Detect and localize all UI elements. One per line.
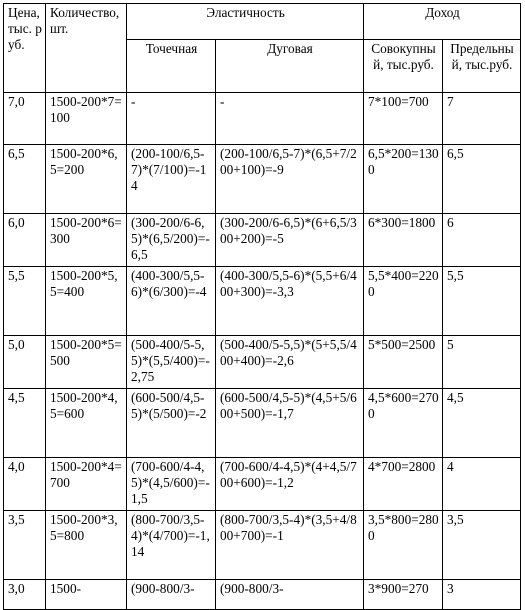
cell-arc: - — [216, 93, 364, 145]
header-total: Совокупный, тыс.руб. — [364, 40, 443, 93]
cell-quantity: 1500-200*5=500 — [46, 336, 127, 389]
table-row — [4, 458, 521, 511]
cell-arc: (800-700/3,5-4)*(3,5+4/800+700)=-1 — [216, 511, 364, 580]
cell-total: 6,5*200=1300 — [364, 145, 443, 214]
header-row-1 — [4, 4, 521, 40]
cell-quantity: 1500-200*4,5=600 — [46, 389, 127, 458]
cell-total: 6*300=1800 — [364, 214, 443, 267]
header-income: Доход — [364, 4, 521, 40]
cell-quantity: 1500-200*3,5=800 — [46, 511, 127, 580]
cell-marginal: 4,5 — [443, 389, 521, 458]
cell-total: 5*500=2500 — [364, 336, 443, 389]
cell-price: 4,5 — [4, 389, 46, 458]
table-row — [4, 336, 521, 389]
cell-price: 6,5 — [4, 145, 46, 214]
header-price: Цена, тыс. руб. — [4, 4, 46, 93]
cell-price: 5,5 — [4, 267, 46, 336]
cell-point: (500-400/5-5,5)*(5,5/400)=-2,75 — [127, 336, 216, 389]
table-row — [4, 214, 521, 267]
cell-arc: (900-800/3- — [216, 580, 364, 610]
cell-quantity: 1500-200*7=100 — [46, 93, 127, 145]
cell-arc: (500-400/5-5,5)*(5+5,5/400+400)=-2,6 — [216, 336, 364, 389]
cell-quantity: 1500-200*5,5=400 — [46, 267, 127, 336]
cell-price: 3,0 — [4, 580, 46, 610]
elasticity-table — [3, 3, 521, 610]
cell-price: 4,0 — [4, 458, 46, 511]
cell-price: 5,0 — [4, 336, 46, 389]
cell-marginal: 6,5 — [443, 145, 521, 214]
cell-total: 4*700=2800 — [364, 458, 443, 511]
cell-point: (200-100/6,5-7)*(7/100)=-14 — [127, 145, 216, 214]
cell-quantity: 1500-200*6,5=200 — [46, 145, 127, 214]
header-point: Точечная — [127, 40, 216, 93]
cell-arc: (300-200/6-6,5)*(6+6,5/300+200)=-5 — [216, 214, 364, 267]
cell-point: (900-800/3- — [127, 580, 216, 610]
cell-price: 3,5 — [4, 511, 46, 580]
cell-point: - — [127, 93, 216, 145]
cell-marginal: 3 — [443, 580, 521, 610]
cell-total: 5,5*400=2200 — [364, 267, 443, 336]
cell-marginal: 6 — [443, 214, 521, 267]
table-row — [4, 93, 521, 145]
table-row — [4, 389, 521, 458]
cell-marginal: 5,5 — [443, 267, 521, 336]
cell-marginal: 3,5 — [443, 511, 521, 580]
cell-arc: (700-600/4-4,5)*(4+4,5/700+600)=-1,2 — [216, 458, 364, 511]
table-row — [4, 580, 521, 610]
cell-price: 7,0 — [4, 93, 46, 145]
cell-point: (600-500/4,5-5)*(5/500)=-2 — [127, 389, 216, 458]
cell-arc: (200-100/6,5-7)*(6,5+7/200+100)=-9 — [216, 145, 364, 214]
cell-marginal: 7 — [443, 93, 521, 145]
cell-point: (400-300/5,5-6)*(6/300)=-4 — [127, 267, 216, 336]
table-row — [4, 511, 521, 580]
header-arc: Дуговая — [216, 40, 364, 93]
cell-total: 4,5*600=2700 — [364, 389, 443, 458]
cell-price: 6,0 — [4, 214, 46, 267]
header-elasticity: Эластичность — [127, 4, 364, 40]
cell-marginal: 5 — [443, 336, 521, 389]
cell-point: (300-200/6-6,5)*(6,5/200)=-6,5 — [127, 214, 216, 267]
cell-point: (700-600/4-4,5)*(4,5/600)=-1,5 — [127, 458, 216, 511]
cell-quantity: 1500-200*6=300 — [46, 214, 127, 267]
cell-arc: (600-500/4,5-5)*(4,5+5/600+500)=-1,7 — [216, 389, 364, 458]
cell-total: 3*900=270 — [364, 580, 443, 610]
header-quantity: Количество, шт. — [46, 4, 127, 93]
cell-marginal: 4 — [443, 458, 521, 511]
header-marginal: Предельный, тыс.руб. — [443, 40, 521, 93]
cell-total: 3,5*800=2800 — [364, 511, 443, 580]
cell-point: (800-700/3,5-4)*(4/700)=-1,14 — [127, 511, 216, 580]
cell-quantity: 1500-200*4=700 — [46, 458, 127, 511]
cell-arc: (400-300/5,5-6)*(5,5+6/400+300)=-3,3 — [216, 267, 364, 336]
table-row — [4, 267, 521, 336]
cell-quantity: 1500- — [46, 580, 127, 610]
cell-total: 7*100=700 — [364, 93, 443, 145]
table-row — [4, 145, 521, 214]
